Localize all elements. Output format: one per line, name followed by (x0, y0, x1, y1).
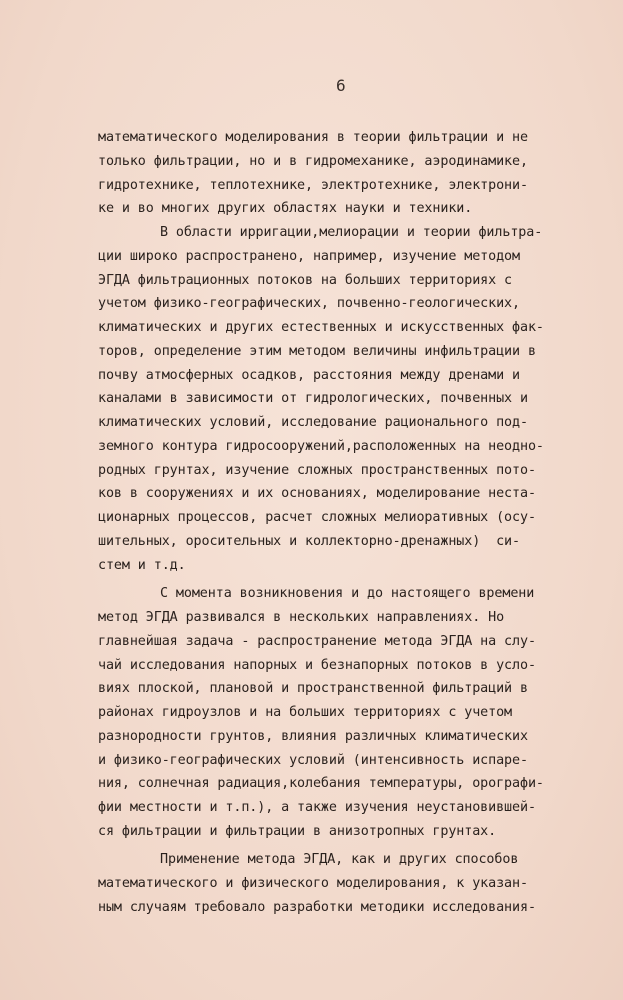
text-line-23: чай исследования напорных и безнапорных потоков в усло- (98, 658, 536, 673)
text-line-7: ЭГДА фильтрационных потоков на больших территориях с (98, 273, 513, 288)
text-line-6: ции широко распространено, например, изучение методом (98, 249, 520, 264)
text-line-26: разнородности грунтов, влияния различных климатических (98, 729, 528, 744)
text-line-5: В области ирригации,мелиорации и теории фильтра- (160, 225, 543, 240)
text-line-33: ным случаям требовало разработки методики исследования- (98, 900, 536, 915)
text-line-29: фии местности и т.п.), а также изучения неустановившей- (98, 800, 536, 815)
text-line-32: математического и физического моделирования, к указан- (98, 876, 528, 891)
text-line-13: климатических условий, исследование рационального под- (98, 415, 528, 430)
text-line-25: районах гидроузлов и на больших территориях с учетом (98, 705, 513, 720)
text-line-9: климатических и других естественных и искусственных фак- (98, 320, 544, 335)
text-line-18: шительных, оросительных и коллекторно-дренажных) си- (98, 534, 520, 549)
text-line-21: метод ЭГДА развивался в нескольких направлениях. Но (98, 610, 505, 625)
text-line-30: ся фильтрации и фильтрации в анизотропных грунтах. (98, 824, 497, 839)
text-line-16: ков в сооружениях и их основаниях, моделирование неста- (98, 486, 536, 501)
text-line-11: почву атмосферных осадков, расстояния между дренами и (98, 368, 520, 383)
text-line-3: гидротехнике, теплотехнике, электротехнике, электрони- (98, 178, 528, 193)
page-number: 6 (336, 76, 346, 95)
text-line-14: земного контура гидросооружений,расположенных на неодно- (98, 439, 544, 454)
text-line-15: родных грунтах, изучение сложных пространственных пото- (98, 463, 536, 478)
text-line-31: Применение метода ЭГДА, как и других способов (160, 852, 519, 867)
text-line-17: ционарных процессов, расчет сложных мелиоративных (осу- (98, 510, 536, 525)
text-line-27: и физико-географических условий (интенсивность испаре- (98, 753, 528, 768)
text-line-20: С момента возникновения и до настоящего времени (160, 586, 535, 601)
text-line-24: виях плоской, плановой и пространственной фильтраций в (98, 681, 528, 696)
text-line-4: ке и во многих других областях науки и техники. (98, 201, 473, 216)
text-line-22: главнейшая задача - распространение метода ЭГДА на слу- (98, 634, 536, 649)
text-line-10: торов, определение этим методом величины инфильтрации в (98, 344, 536, 359)
text-line-2: только фильтрации, но и в гидромеханике, аэродинамике, (98, 154, 528, 169)
text-line-28: ния, солнечная радиация,колебания температуры, орографи- (98, 776, 544, 791)
text-line-8: учетом физико-географических, почвенно-геологических, (98, 296, 520, 311)
text-line-1: математического моделирования в теории фильтрации и не (98, 130, 528, 145)
text-line-19: стем и т.д. (98, 558, 186, 573)
text-line-12: каналами в зависимости от гидрологических, почвенных и (98, 391, 528, 406)
